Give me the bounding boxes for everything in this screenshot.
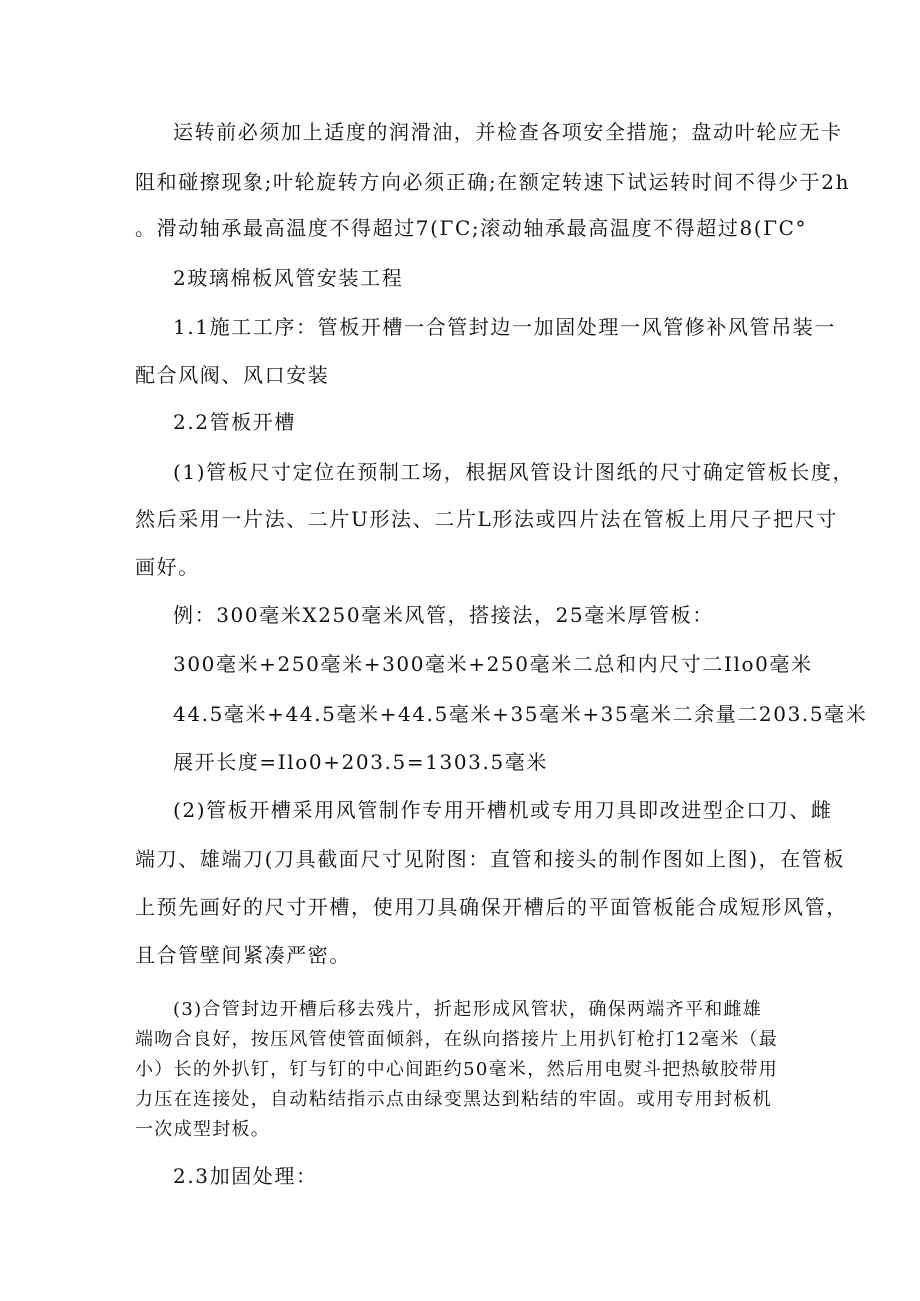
para-lubrication-line-2: 阻和碰擦现象;叶轮旋转方向必须正确;在额定转速下试运转时间不得少于2h [135,170,851,194]
heading-2: 2玻璃棉板风管安装工程 [173,266,404,290]
example-line-4: 展开长度=Ilo0+203.5=1303.5毫米 [173,750,548,774]
example-line-1: 例：300毫米X250毫米风管，搭接法，25毫米厚管板： [173,603,714,627]
para-item2-line-2: 端刀、雄端刀(刀具截面尺寸见附图：直管和接头的制作图如上图)，在管板 [135,847,846,871]
para-item2-line-4: 且合管壁间紧凑严密。 [135,943,351,967]
para-procedure-line-1: 1.1施工工序：管板开槽一合管封边一加固处理一风管修补风管吊装一 [173,315,837,339]
para-item1-line-3: 画好。 [135,555,200,579]
para-item2-line-3: 上预先画好的尺寸开槽，使用刀具确保开槽后的平面管板能合成短形风管， [135,895,848,919]
example-line-3: 44.5毫米+44.5毫米+44.5毫米+35毫米+35毫米二余量二203.5毫米 [173,702,868,726]
para-lubrication-line-3: 。滑动轴承最高温度不得超过7(ΓC;滚动轴承最高温度不得超过8(ΓC° [135,216,808,240]
para-procedure-line-2: 配合风阀、风口安装 [135,363,330,387]
example-line-2: 300毫米+250毫米+300毫米+250毫米二总和内尺寸二Ilo0毫米 [173,652,813,676]
para-item3-line-3: 小）长的外扒钉，钉与钉的中心间距约50毫米，然后用电熨斗把热敏胶带用 [135,1059,779,1080]
heading-2-2: 2.2管板开槽 [173,410,297,434]
para-item3-line-4: 力压在连接处，自动粘结指示点由绿变黑达到粘结的牢固。或用专用封板机 [135,1089,772,1110]
para-lubrication-line-1: 运转前必须加上适度的润滑油，并检查各项安全措施；盘动叶轮应无卡 [173,120,843,144]
para-item2-line-1: (2)管板开槽采用风管制作专用开槽机或专用刀具即改进型企口刀、雌 [173,798,833,822]
para-item1-line-1: (1)管板尺寸定位在预制工场，根据风管设计图纸的尺寸确定管板长度， [173,460,855,484]
para-item1-line-2: 然后采用一片法、二片U形法、二片L形法或四片法在管板上用尺子把尺寸 [135,507,838,531]
para-item3-line-2: 端吻合良好，按压风管使管面倾斜，在纵向搭接片上用扒钉枪打12毫米（最 [135,1029,779,1050]
para-item3-line-5: 一次成型封板。 [135,1119,271,1140]
para-item3-line-1: (3)合管封边开槽后移去残片，折起形成风管状，确保两端齐平和雌雄 [173,999,763,1020]
heading-2-3: 2.3加固处理： [173,1164,318,1188]
